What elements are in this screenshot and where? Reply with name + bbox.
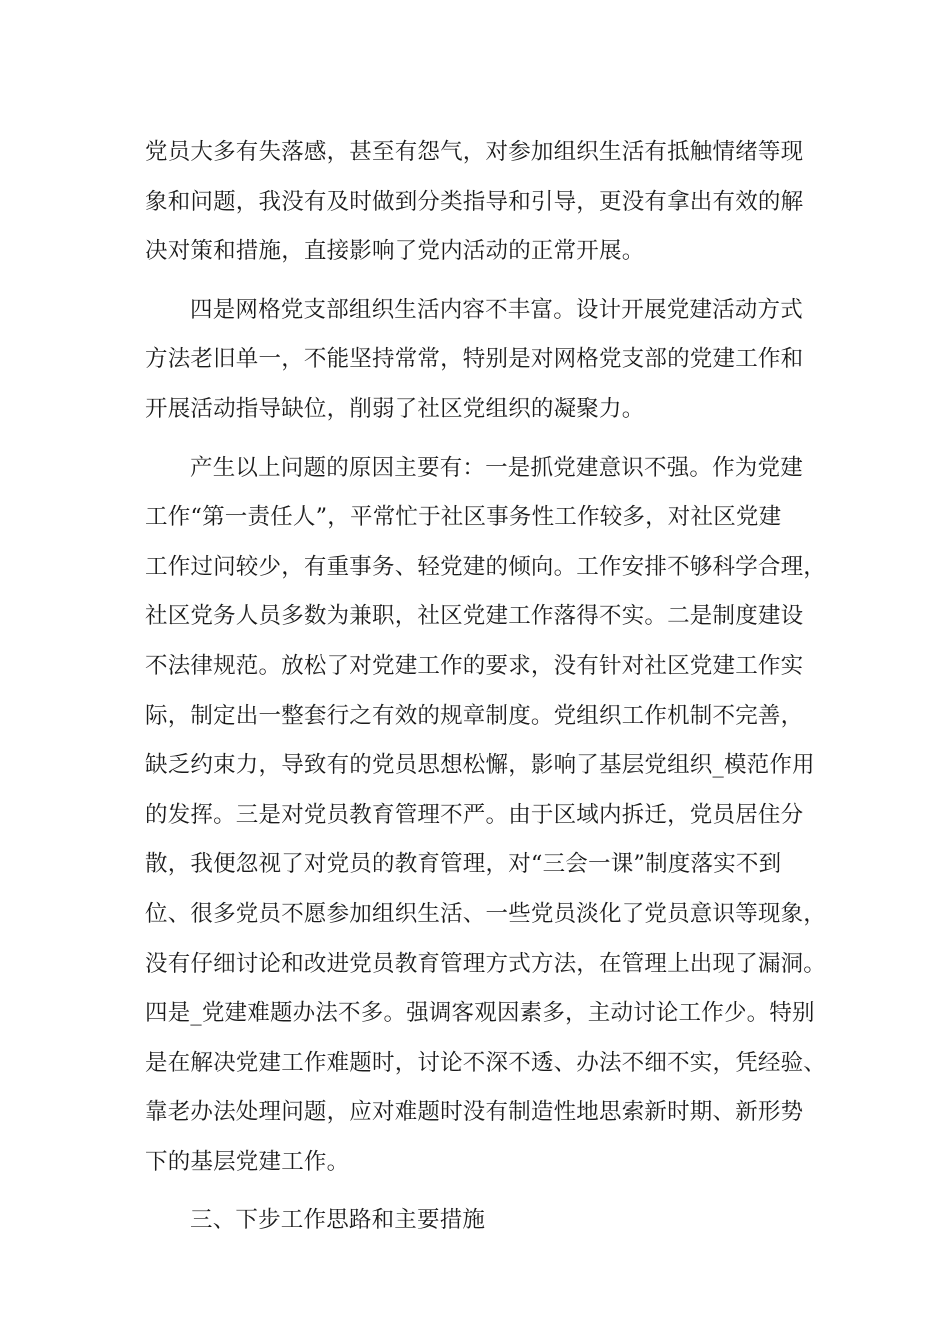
section-heading-text: 三、下步工作思路和主要措施 xyxy=(190,1207,486,1234)
paragraph-grid-branch xyxy=(145,286,820,435)
body-text xyxy=(145,128,827,1246)
text-line: 四是网格党支部组织生活内容不丰富。设计开展党建活动方式 xyxy=(190,296,803,323)
text-line: 产生以上问题的原因主要有：一是抓党建意识不强。作为党建 xyxy=(190,454,803,481)
text-line: 决对策和措施，直接影响了党内活动的正常开展。 xyxy=(145,238,645,265)
text-line: 际，制定出一整套行之有效的规章制度。党组织工作机制不完善， xyxy=(145,702,804,729)
text-line: 散，我便忽视了对党员的教育管理，对“三会一课”制度落实不到 xyxy=(145,851,782,878)
text-line: 工作过问较少，有重事务、轻党建的倾向。工作安排不够科学合理， xyxy=(145,553,827,580)
text-line: 象和问题，我没有及时做到分类指导和引导，更没有拿出有效的解 xyxy=(145,188,804,215)
paragraph-causes xyxy=(145,444,827,1188)
text-line: 的发挥。三是对党员教育管理不严。由于区域内拆迁，党员居住分 xyxy=(145,801,804,828)
paragraph-continuation xyxy=(145,128,820,277)
text-line: 四是_党建难题办法不多。强调客观因素多，主动讨论工作少。特别 xyxy=(145,1000,815,1027)
text-line: 党员大多有失落感，甚至有怨气，对参加组织生活有抵触情绪等现 xyxy=(145,139,804,165)
text-line: 没有仔细讨论和改进党员教育管理方式方法，在管理上出现了漏洞。 xyxy=(145,950,827,977)
section-heading xyxy=(145,1196,820,1246)
text-line: 开展活动指导缺位，削弱了社区党组织的凝聚力。 xyxy=(145,395,645,422)
text-line: 位、很多党员不愿参加组织生活、一些党员淡化了党员意识等现象， xyxy=(145,900,827,927)
text-line: 工作“第一责任人”，平常忙于社区事务性工作较多，对社区党建 xyxy=(145,504,782,531)
text-line: 方法老旧单一，不能坚持常常，特别是对网格党支部的党建工作和 xyxy=(145,346,804,373)
text-line: 靠老办法处理问题，应对难题时没有制造性地思索新时期、新形势 xyxy=(145,1099,804,1126)
text-line: 下的基层党建工作。 xyxy=(145,1148,350,1175)
text-line: 缺乏约束力，导致有的党员思想松懈，影响了基层党组织_模范作用 xyxy=(145,752,815,779)
text-line: 社区党务人员多数为兼职，社区党建工作落得不实。二是制度建设 xyxy=(145,603,804,630)
text-line: 不法律规范。放松了对党建工作的要求，没有针对社区党建工作实 xyxy=(145,652,804,679)
text-line: 是在解决党建工作难题时，讨论不深不透、办法不细不实，凭经验、 xyxy=(145,1049,827,1076)
